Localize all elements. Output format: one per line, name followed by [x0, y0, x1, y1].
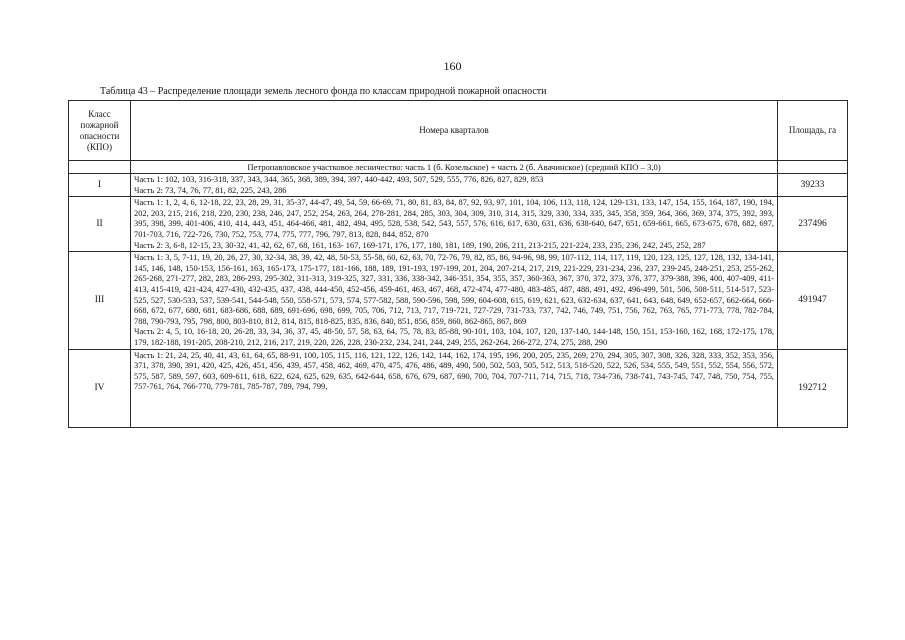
fire-danger-table: [68, 100, 848, 428]
class-cell: III: [69, 252, 131, 349]
table-row-class-iii: [69, 252, 848, 349]
forestry-row: [69, 161, 848, 174]
quarters-cell: [131, 349, 778, 427]
quarters-part-2: Часть 2: 4, 5, 10, 16-18, 20, 26-28, 33, 34, 36, 37, 45, 48-50, 57, 58, 63, 64, 75, 78, 83, 85-88, 90-101, 103, 104, 107, 120, 137-140, 144-148, 150, 151, 153-160, 162, 168, 172-175, 178, 179, 182-188, 191-205, 208-210, 212, 216, 217, 219, 220, 226, 228, 230-232, 234, 241, 244, 249, 255, 262-264, 266-272, 274, 275, 288, 290: [134, 327, 774, 347]
forestry-spacer-right: [778, 161, 848, 174]
table-row-class-iv: [69, 349, 848, 427]
quarters-cell: [131, 197, 778, 252]
area-cell: 39233: [778, 174, 848, 197]
area-cell: 491947: [778, 252, 848, 349]
table-header-row: [69, 101, 848, 161]
forestry-name: Петропавловское участковое лесничество: часть 1 (б. Козельское) + часть 2 (б. Авачинское) (средний КПО – 3,0): [131, 161, 778, 174]
header-quarters: Номера кварталов: [131, 101, 778, 161]
table-caption: Таблица 43 – Распределение площади земель лесного фонда по классам природной пожарной опасности: [100, 86, 547, 97]
class-cell: II: [69, 197, 131, 252]
quarters-part-2: Часть 2: 3, 6-8, 12-15, 23, 30-32, 41, 42, 62, 67, 68, 161, 163- 167, 169-171, 176, 177, 180, 181, 189, 190, 206, 211, 213-215, 221-224, 233, 235, 236, 242, 245, 252, 287: [134, 240, 706, 250]
quarters-part-2: Часть 2: 73, 74, 76, 77, 81, 82, 225, 243, 286: [134, 185, 287, 195]
quarters-part-1: Часть 1: 1, 2, 4, 6, 12-18, 22, 23, 28, 29, 31, 35-37, 44-47, 49, 54, 59, 66-69, 71, 80, 81, 83, 84, 87, 92, 93, 97, 101, 104, 106, 113, 118, 124, 129-131, 133, 147, 154, 155, 164, 187, 190, 194, 202, 203, 215, 216, 218, 220, 230, 238, 246, 247, 252, 254, 263, 264, 278-281, 284, 285, 303, 304, 309, 310, 314, 315, 329, 330, 334, 335, 345, 358, 359, 364, 366, 369, 374, 375, 392, 393, 395, 398, 399, 401-406, 410, 414, 443, 451, 464-466, 481, 482, 494, 495, 528, 538, 542, 543, 557, 576, 616, 617, 630, 631, 636, 638-640, 647, 651, 659-661, 665, 673-675, 678, 682, 697, 701-703, 716, 722-726, 730, 752, 753, 774, 775, 777, 796, 797, 813, 828, 844, 852, 870: [134, 198, 774, 239]
area-cell: 192712: [778, 349, 848, 427]
quarters-cell: [131, 252, 778, 349]
header-area: Площадь, га: [778, 101, 848, 161]
quarters-part-1: Часть 1: 3, 5, 7-11, 19, 20, 26, 27, 30, 32-34, 38, 39, 42, 48, 50-53, 55-58, 60, 62, 63, 70, 72-76, 79, 82, 85, 86, 94-96, 98, 99, 107-112, 114, 117, 119, 120, 123, 125, 127, 128, 132, 134-141, 145, 146, 148, 150-153, 156-161, 163, 165-173, 175-177, 181-166, 188, 189, 191-193, 197-199, 201, 204, 207-214, 217, 219, 221-229, 231-234, 236, 237, 239-245, 248-251, 253, 255-262, 265-268, 271-277, 282, 283, 286-293, 295-302, 311-313, 319-325, 327, 331, 336, 338-342, 346-351, 354, 355, 357, 360-363, 367, 370, 372, 373, 376, 377, 379-388, 396, 400, 407-409, 411-413, 415-419, 421-424, 427-430, 432-435, 437, 438, 444-450, 452-456, 459-461, 463, 467, 468, 472-474, 477-480, 483-485, 487, 488, 491, 492, 496-499, 501, 506, 508-511, 514-517, 523-525, 527, 530-533, 537, 539-541, 544-548, 550, 558-571, 573, 574, 577-582, 588, 590-596, 598, 599, 604-608, 615, 619, 621, 623, 632-634, 637, 641, 643, 648, 649, 652-657, 662-664, 666-668, 672, 677, 680, 681, 683-686, 688, 689, 691-696, 698, 699, 705, 706, 712, 713, 717, 719-721, 727-729, 731-733, 737, 742, 746, 749, 751, 756, 762, 763, 765, 771-773, 778, 782-784, 788, 790-793, 795, 798, 800, 803-810, 812, 814, 815, 818-825, 835, 836, 840, 851, 856, 859, 860, 862-865, 867, 869: [134, 253, 774, 326]
quarters-cell: [131, 174, 778, 197]
class-cell: IV: [69, 349, 131, 427]
area-cell: 237496: [778, 197, 848, 252]
class-cell: I: [69, 174, 131, 197]
page-number: 160: [443, 59, 462, 73]
quarters-part-1: Часть 1: 21, 24, 25, 40, 41, 43, 61, 64, 65, 88-91, 100, 105, 115, 116, 121, 122, 126, 142, 144, 162, 174, 195, 196, 200, 205, 235, 269, 270, 294, 305, 307, 308, 326, 328, 333, 352, 353, 356, 371, 378, 390, 391, 420, 425, 426, 451, 456, 439, 457, 458, 462, 469, 470, 475, 476, 486, 489, 490, 500, 502, 503, 505, 512, 513, 518-520, 522, 526, 534, 555, 549, 551, 552, 554, 556, 572, 575, 587, 589, 597, 603, 609-611, 618, 622, 624, 625, 629, 635, 642-644, 658, 676, 679, 687, 690, 700, 704, 707-711, 714, 715, 718, 734-736, 738-741, 743-745, 747, 748, 750, 754, 755, 757-761, 764, 766-770, 779-781, 785-787, 789, 794, 799,: [134, 350, 774, 392]
forestry-spacer-left: [69, 161, 131, 174]
table-row-class-ii: [69, 197, 848, 252]
header-class: Класс пожарной опасности (КПО): [69, 101, 131, 161]
quarters-part-1: Часть 1: 102, 103, 316-318, 337, 343, 344, 365, 368, 389, 394, 397, 440-442, 493, 507, 529, 555, 776, 826, 827, 829, 853: [134, 175, 544, 184]
table-row-class-i: [69, 174, 848, 197]
